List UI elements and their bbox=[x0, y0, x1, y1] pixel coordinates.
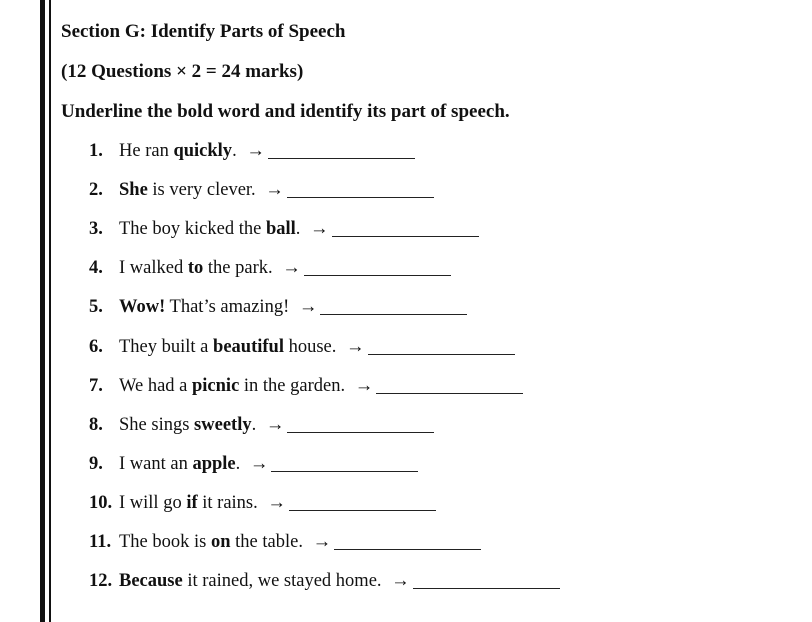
question-item bbox=[89, 452, 418, 476]
question-item bbox=[89, 256, 451, 280]
question-text-before: I will go bbox=[119, 493, 187, 513]
arrow-icon: → bbox=[298, 297, 318, 317]
question-number: 3. bbox=[89, 219, 103, 239]
question-item bbox=[89, 178, 434, 202]
question-text-after: is very clever. bbox=[147, 180, 261, 200]
arrow-icon: → bbox=[246, 141, 265, 161]
question-text-before: The boy kicked the bbox=[119, 219, 266, 239]
arrow-icon: → bbox=[265, 415, 285, 435]
arrow-icon: → bbox=[310, 219, 329, 239]
question-text-before: They built a bbox=[119, 337, 214, 357]
arrow-icon: → bbox=[249, 454, 269, 474]
question-item bbox=[89, 374, 523, 398]
question-number: 4. bbox=[89, 258, 103, 278]
question-item bbox=[89, 491, 436, 515]
question-bold-word: Because bbox=[119, 571, 183, 591]
question-number: 6. bbox=[89, 337, 103, 357]
question-bold-word: picnic bbox=[192, 376, 240, 396]
question-text bbox=[119, 217, 329, 241]
page-margin bbox=[0, 0, 40, 622]
question-text bbox=[119, 413, 284, 437]
question-bold-word: apple bbox=[192, 454, 236, 474]
question-text-after: That’s amazing! bbox=[165, 297, 294, 317]
question-text-after: in the garden. bbox=[239, 376, 350, 396]
question-item bbox=[89, 569, 560, 593]
question-text-before: I want an bbox=[119, 454, 193, 474]
question-item bbox=[89, 413, 434, 437]
arrow-icon: → bbox=[354, 376, 374, 396]
question-bold-word: beautiful bbox=[213, 337, 284, 357]
question-text bbox=[119, 569, 410, 593]
question-number: 2. bbox=[89, 180, 103, 200]
arrow-icon: → bbox=[346, 337, 365, 357]
question-text bbox=[119, 295, 317, 319]
question-number: 9. bbox=[89, 454, 103, 474]
question-text-after: the table. bbox=[230, 532, 308, 552]
answer-blank[interactable] bbox=[334, 548, 481, 550]
question-text-after: . bbox=[235, 454, 245, 474]
answer-blank[interactable] bbox=[320, 313, 467, 315]
question-item bbox=[89, 530, 481, 554]
question-text bbox=[119, 178, 284, 202]
question-number: 7. bbox=[89, 376, 103, 396]
answer-blank[interactable] bbox=[271, 470, 418, 472]
question-number: 1. bbox=[89, 141, 103, 161]
arrow-icon: → bbox=[267, 493, 286, 513]
answer-blank[interactable] bbox=[413, 587, 560, 589]
question-item bbox=[89, 139, 415, 163]
question-text bbox=[119, 374, 373, 398]
question-text-after: it rained, we stayed home. bbox=[182, 571, 387, 591]
question-text-before: The book is bbox=[119, 532, 211, 552]
question-bold-word: on bbox=[210, 532, 231, 552]
question-bold-word: ball bbox=[265, 219, 296, 239]
answer-blank[interactable] bbox=[368, 353, 515, 355]
answer-blank[interactable] bbox=[287, 196, 434, 198]
question-text-before: I walked bbox=[119, 258, 188, 278]
arrow-icon: → bbox=[265, 180, 284, 200]
question-number: 11. bbox=[89, 532, 112, 552]
question-number: 8. bbox=[89, 415, 103, 435]
question-text-after: . bbox=[295, 219, 306, 239]
section-title: Section G: Identify Parts of Speech bbox=[61, 21, 346, 42]
page-border-thin bbox=[49, 0, 51, 622]
question-bold-word: She bbox=[119, 180, 148, 200]
answer-blank[interactable] bbox=[376, 392, 523, 394]
arrow-icon: → bbox=[312, 532, 332, 552]
question-bold-word: to bbox=[187, 258, 204, 278]
question-text-before: She sings bbox=[119, 415, 195, 435]
question-item bbox=[89, 217, 479, 241]
question-text-after: house. bbox=[283, 337, 342, 357]
arrow-icon: → bbox=[282, 258, 301, 278]
section-instruction: Underline the bold word and identify its part of speech. bbox=[61, 101, 510, 122]
question-text bbox=[119, 491, 286, 515]
question-bold-word: quickly bbox=[173, 141, 233, 161]
question-bold-word: Wow! bbox=[119, 297, 166, 317]
question-text bbox=[119, 335, 365, 359]
question-text-after: . bbox=[251, 415, 261, 435]
question-item bbox=[89, 335, 515, 359]
answer-blank[interactable] bbox=[268, 157, 415, 159]
arrow-icon: → bbox=[391, 571, 410, 591]
question-text-after: it rains. bbox=[197, 493, 263, 513]
answer-blank[interactable] bbox=[332, 235, 479, 237]
question-text-before: We had a bbox=[119, 376, 192, 396]
question-text bbox=[119, 530, 331, 554]
question-text-before: He ran bbox=[119, 141, 174, 161]
question-bold-word: sweetly bbox=[194, 415, 252, 435]
question-bold-word: if bbox=[186, 493, 198, 513]
question-text bbox=[119, 256, 301, 280]
page-border-thick bbox=[40, 0, 45, 622]
question-number: 5. bbox=[89, 297, 103, 317]
question-item bbox=[89, 295, 467, 319]
question-text-after: . bbox=[232, 141, 242, 161]
answer-blank[interactable] bbox=[304, 274, 451, 276]
answer-blank[interactable] bbox=[287, 431, 434, 433]
answer-blank[interactable] bbox=[289, 509, 436, 511]
question-number: 12. bbox=[89, 571, 113, 591]
section-marks: (12 Questions × 2 = 24 marks) bbox=[61, 61, 304, 82]
question-text bbox=[119, 139, 265, 163]
question-text bbox=[119, 452, 268, 476]
question-number: 10. bbox=[89, 493, 113, 513]
question-text-after: the park. bbox=[203, 258, 278, 278]
